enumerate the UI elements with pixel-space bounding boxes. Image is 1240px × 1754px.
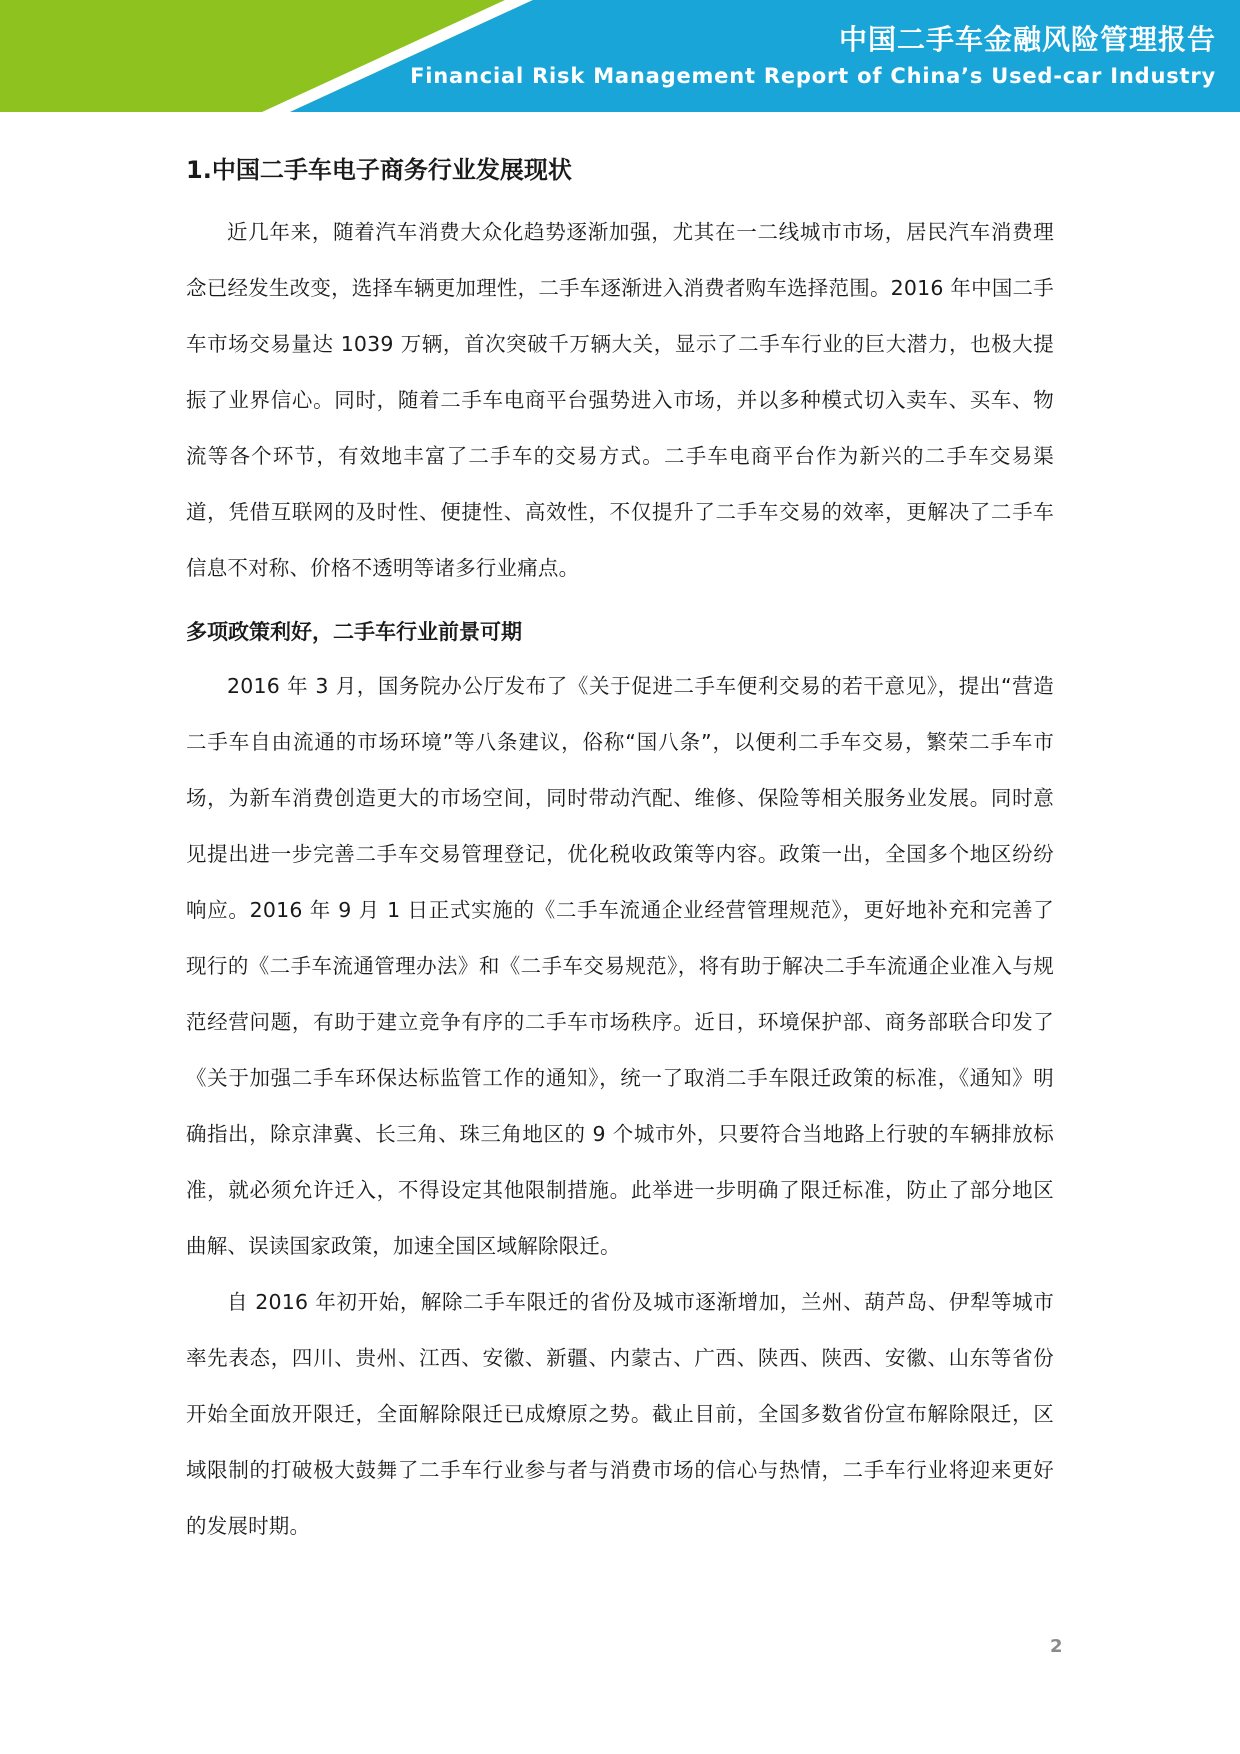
- section-heading: 1.中国二手车电子商务行业发展现状: [186, 156, 572, 184]
- sub-heading: 多项政策利好，二手车行业前景可期: [186, 620, 522, 644]
- body-paragraph-2: 2016 年 3 月，国务院办公厅发布了《关于促进二手车便利交易的若干意见》，提出“营造二手车自由流通的市场环境”等八条建议，俗称“国八条”，以便利二手车交易，繁荣二手车市场，为新车消费创造更大的市场空间，同时带动汽配、维修、保险等相关服务业发展。同时意见提出进一步完善二手车交易管理登记，优化税收政策等内容。政策一出，全国多个地区纷纷响应。2016 年 9 月 1 日正式实施的《二手车流通企业经营管理规范》，更好地补充和完善了现行的《二手车流通管理办法》和《二手车交易规范》，将有助于解决二手车流通企业准入与规范经营问题，有助于建立竞争有序的二手车市场秩序。近日，环境保护部、商务部联合印发了《关于加强二手车环保达标监管工作的通知》，统一了取消二手车限迁政策的标准，《通知》明确指出，除京津冀、长三角、珠三角地区的 9 个城市外，只要符合当地路上行驶的车辆排放标准，就必须允许迁入，不得设定其他限制措施。此举进一步明确了限迁标准，防止了部分地区曲解、误读国家政策，加速全国区域解除限迁。: [186, 674, 1054, 1258]
- header-band: [0, 0, 1240, 112]
- report-subtitle: Financial Risk Management Report of China’s Used-car Industry: [410, 64, 1216, 88]
- page-number: 2: [1050, 1636, 1063, 1657]
- body-paragraph-1: 近几年来，随着汽车消费大众化趋势逐渐加强，尤其在一二线城市市场，居民汽车消费理念已经发生改变，选择车辆更加理性，二手车逐渐进入消费者购车选择范围。2016 年中国二手车市场交易量达 1039 万辆，首次突破千万辆大关，显示了二手车行业的巨大潜力，也极大提振了业界信心。同时，随着二手车电商平台强势进入市场，并以多种模式切入卖车、买车、物流等各个环节，有效地丰富了二手车的交易方式。二手车电商平台作为新兴的二手车交易渠道，凭借互联网的及时性、便捷性、高效性，不仅提升了二手车交易的效率，更解决了二手车信息不对称、价格不透明等诸多行业痛点。: [186, 220, 1054, 580]
- page-content: [186, 150, 1054, 1554]
- report-title: 中国二手车金融风险管理报告: [838, 23, 1216, 56]
- body-paragraph-3: 自 2016 年初开始，解除二手车限迁的省份及城市逐渐增加，兰州、葫芦岛、伊犁等城市率先表态，四川、贵州、江西、安徽、新疆、内蒙古、广西、陕西、陕西、安徽、山东等省份开始全面放开限迁，全面解除限迁已成燎原之势。截止目前，全国多数省份宣布解除限迁，区域限制的打破极大鼓舞了二手车行业参与者与消费市场的信心与热情，二手车行业将迎来更好的发展时期。: [186, 1290, 1054, 1538]
